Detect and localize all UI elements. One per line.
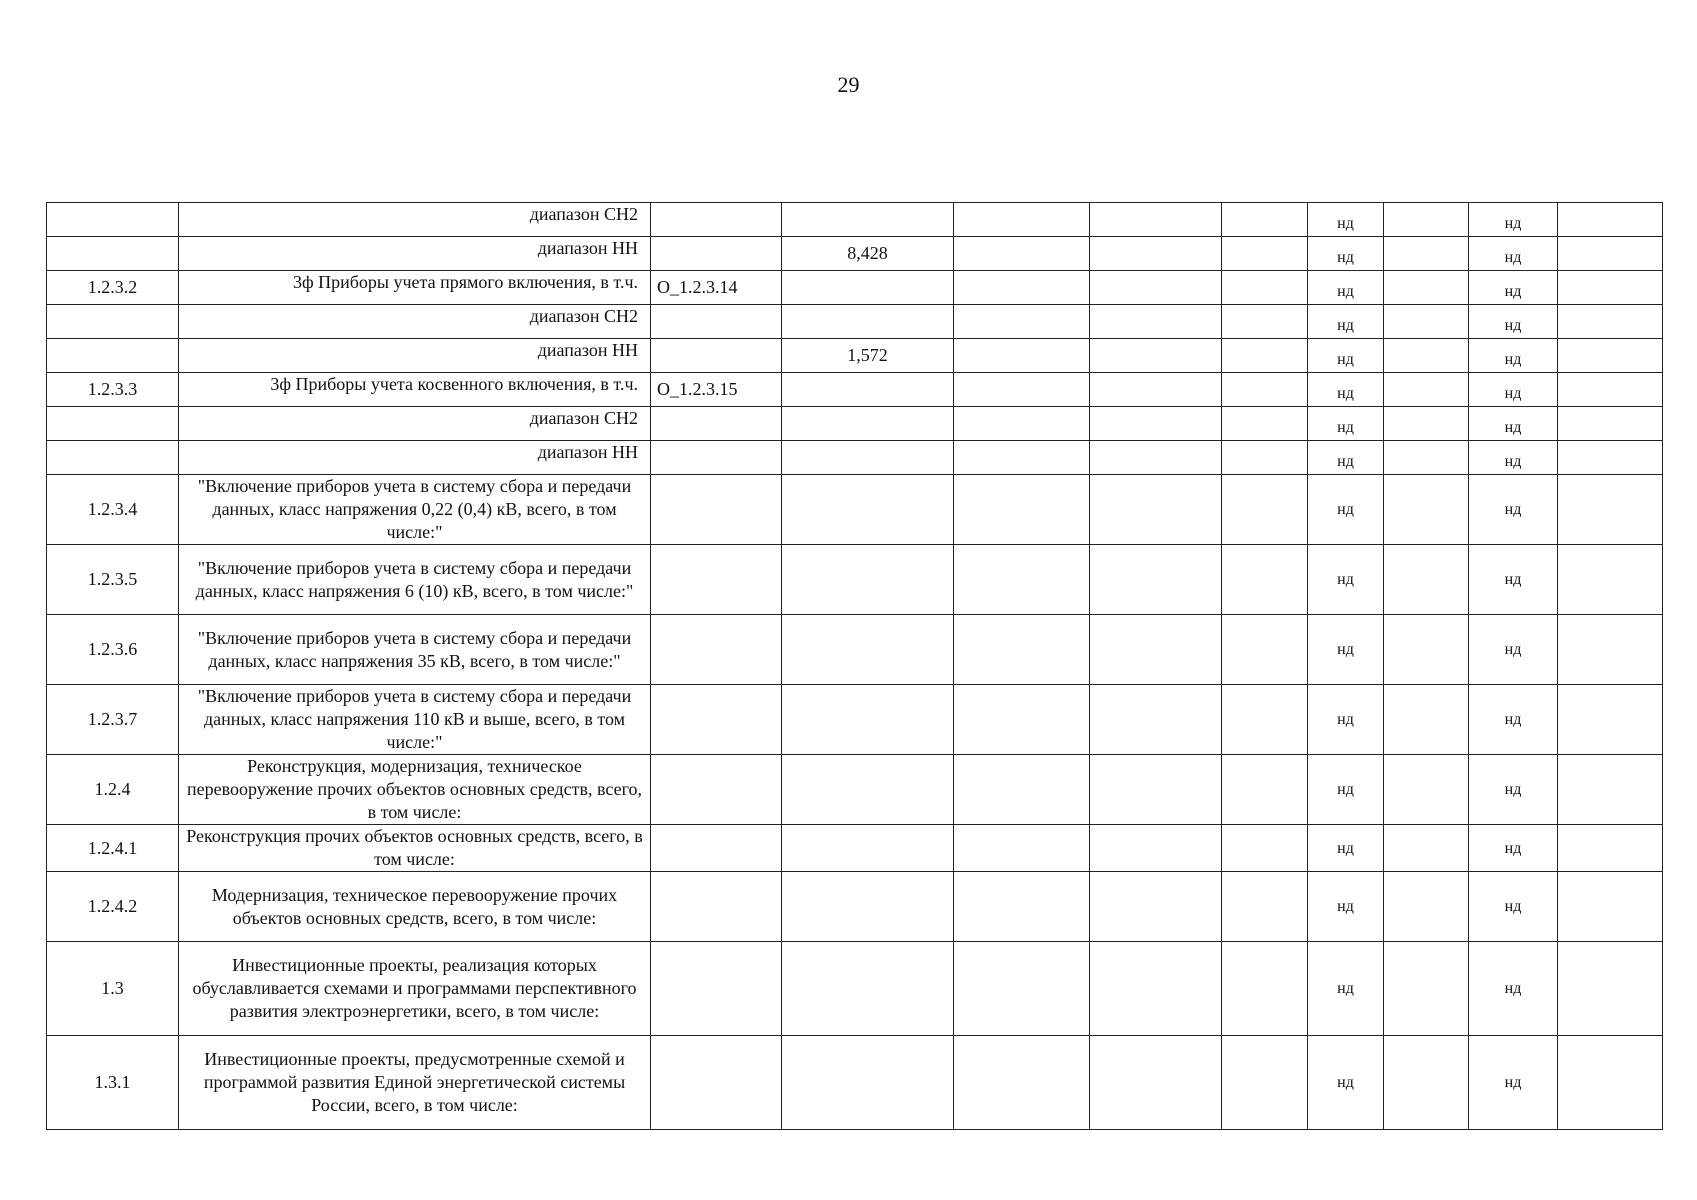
empty-cell xyxy=(954,615,1090,685)
row-value xyxy=(782,305,954,339)
empty-cell xyxy=(1558,305,1663,339)
empty-cell xyxy=(1222,685,1308,755)
row-value xyxy=(782,271,954,305)
empty-cell xyxy=(1222,475,1308,545)
empty-cell xyxy=(1384,475,1469,545)
row-name: Инвестиционные проекты, предусмотренные схемой и программой развития Единой энергетической системы России, всего, в том числе: xyxy=(179,1036,651,1130)
table-row xyxy=(47,407,1663,441)
nd-cell: нд xyxy=(1308,545,1384,615)
row-number xyxy=(47,237,179,271)
nd-cell: нд xyxy=(1308,475,1384,545)
empty-cell xyxy=(1384,271,1469,305)
nd-cell: нд xyxy=(1469,407,1558,441)
nd-cell: нд xyxy=(1469,373,1558,407)
row-value xyxy=(782,1036,954,1130)
empty-cell xyxy=(954,237,1090,271)
empty-cell xyxy=(1384,1036,1469,1130)
empty-cell xyxy=(1558,872,1663,942)
empty-cell xyxy=(1384,339,1469,373)
nd-cell: нд xyxy=(1308,685,1384,755)
empty-cell xyxy=(1090,872,1222,942)
row-value xyxy=(782,685,954,755)
row-value: 8,428 xyxy=(782,237,954,271)
empty-cell xyxy=(954,755,1090,825)
row-value xyxy=(782,373,954,407)
nd-cell: нд xyxy=(1469,441,1558,475)
table-row xyxy=(47,237,1663,271)
row-number xyxy=(47,203,179,237)
nd-cell: нд xyxy=(1469,305,1558,339)
row-code xyxy=(651,305,782,339)
row-name: "Включение приборов учета в систему сбора и передачи данных, класс напряжения 110 кВ и выше, всего, в том числе:" xyxy=(179,685,651,755)
empty-cell xyxy=(1558,685,1663,755)
empty-cell xyxy=(954,407,1090,441)
empty-cell xyxy=(1558,339,1663,373)
empty-cell xyxy=(1558,271,1663,305)
table-row xyxy=(47,755,1663,825)
empty-cell xyxy=(954,872,1090,942)
empty-cell xyxy=(1090,475,1222,545)
empty-cell xyxy=(1384,685,1469,755)
empty-cell xyxy=(1222,237,1308,271)
row-code xyxy=(651,339,782,373)
empty-cell xyxy=(1384,407,1469,441)
empty-cell xyxy=(1222,872,1308,942)
row-name: диапазон СН2 xyxy=(179,305,651,339)
nd-cell: нд xyxy=(1308,441,1384,475)
empty-cell xyxy=(1558,942,1663,1036)
empty-cell xyxy=(1384,203,1469,237)
table-row xyxy=(47,305,1663,339)
row-value xyxy=(782,825,954,872)
empty-cell xyxy=(1384,441,1469,475)
empty-cell xyxy=(1090,237,1222,271)
empty-cell xyxy=(954,441,1090,475)
row-number xyxy=(47,407,179,441)
empty-cell xyxy=(1222,373,1308,407)
row-value xyxy=(782,545,954,615)
table-row xyxy=(47,373,1663,407)
empty-cell xyxy=(1384,373,1469,407)
row-value xyxy=(782,942,954,1036)
row-value: 1,572 xyxy=(782,339,954,373)
nd-cell: нд xyxy=(1308,1036,1384,1130)
empty-cell xyxy=(1558,1036,1663,1130)
row-code xyxy=(651,545,782,615)
row-value xyxy=(782,475,954,545)
empty-cell xyxy=(1222,441,1308,475)
nd-cell: нд xyxy=(1469,872,1558,942)
nd-cell: нд xyxy=(1308,339,1384,373)
row-name: диапазон СН2 xyxy=(179,407,651,441)
nd-cell: нд xyxy=(1469,237,1558,271)
empty-cell xyxy=(1090,441,1222,475)
row-code xyxy=(651,237,782,271)
row-name: диапазон НН xyxy=(179,441,651,475)
empty-cell xyxy=(1222,339,1308,373)
empty-cell xyxy=(954,203,1090,237)
row-code xyxy=(651,203,782,237)
row-name: 3ф Приборы учета косвенного включения, в т.ч. xyxy=(179,373,651,407)
empty-cell xyxy=(1558,407,1663,441)
empty-cell xyxy=(954,475,1090,545)
table-row xyxy=(47,203,1663,237)
nd-cell: нд xyxy=(1469,203,1558,237)
empty-cell xyxy=(1558,441,1663,475)
empty-cell xyxy=(1090,373,1222,407)
empty-cell xyxy=(1384,942,1469,1036)
empty-cell xyxy=(954,373,1090,407)
table-row xyxy=(47,339,1663,373)
nd-cell: нд xyxy=(1469,1036,1558,1130)
row-code xyxy=(651,475,782,545)
row-name: диапазон НН xyxy=(179,237,651,271)
empty-cell xyxy=(1090,545,1222,615)
row-code: O_1.2.3.14 xyxy=(651,271,782,305)
nd-cell: нд xyxy=(1469,271,1558,305)
empty-cell xyxy=(1222,203,1308,237)
nd-cell: нд xyxy=(1469,615,1558,685)
nd-cell: нд xyxy=(1308,942,1384,1036)
table-row xyxy=(47,685,1663,755)
empty-cell xyxy=(954,825,1090,872)
row-code xyxy=(651,872,782,942)
nd-cell: нд xyxy=(1469,755,1558,825)
nd-cell: нд xyxy=(1308,615,1384,685)
row-value xyxy=(782,407,954,441)
row-code xyxy=(651,615,782,685)
row-number: 1.3 xyxy=(47,942,179,1036)
row-name: Реконструкция прочих объектов основных средств, всего, в том числе: xyxy=(179,825,651,872)
empty-cell xyxy=(954,545,1090,615)
empty-cell xyxy=(1090,615,1222,685)
empty-cell xyxy=(1558,755,1663,825)
row-code xyxy=(651,441,782,475)
empty-cell xyxy=(1222,1036,1308,1130)
row-name: Модернизация, техническое перевооружение прочих объектов основных средств, всего, в том числе: xyxy=(179,872,651,942)
nd-cell: нд xyxy=(1308,755,1384,825)
row-code xyxy=(651,1036,782,1130)
empty-cell xyxy=(1384,825,1469,872)
empty-cell xyxy=(1090,942,1222,1036)
row-value xyxy=(782,615,954,685)
row-name: Инвестиционные проекты, реализация которых обуславливается схемами и программами перспективного развития электроэнергетики, всего, в том числе: xyxy=(179,942,651,1036)
data-table xyxy=(46,202,1663,1130)
empty-cell xyxy=(1558,545,1663,615)
nd-cell: нд xyxy=(1469,545,1558,615)
nd-cell: нд xyxy=(1308,407,1384,441)
table-row xyxy=(47,271,1663,305)
empty-cell xyxy=(954,339,1090,373)
table-row xyxy=(47,475,1663,545)
row-code xyxy=(651,755,782,825)
row-number: 1.2.3.4 xyxy=(47,475,179,545)
row-number: 1.2.4.2 xyxy=(47,872,179,942)
nd-cell: нд xyxy=(1469,942,1558,1036)
nd-cell: нд xyxy=(1469,339,1558,373)
empty-cell xyxy=(1222,942,1308,1036)
empty-cell xyxy=(1222,407,1308,441)
row-value xyxy=(782,441,954,475)
empty-cell xyxy=(954,305,1090,339)
row-name: 3ф Приборы учета прямого включения, в т.ч. xyxy=(179,271,651,305)
empty-cell xyxy=(1090,305,1222,339)
empty-cell xyxy=(1384,615,1469,685)
row-number xyxy=(47,441,179,475)
nd-cell: нд xyxy=(1308,373,1384,407)
empty-cell xyxy=(1558,237,1663,271)
empty-cell xyxy=(954,685,1090,755)
empty-cell xyxy=(1222,755,1308,825)
empty-cell xyxy=(954,1036,1090,1130)
row-number: 1.2.3.3 xyxy=(47,373,179,407)
empty-cell xyxy=(1222,615,1308,685)
nd-cell: нд xyxy=(1308,305,1384,339)
empty-cell xyxy=(1090,203,1222,237)
nd-cell: нд xyxy=(1308,271,1384,305)
row-code xyxy=(651,407,782,441)
empty-cell xyxy=(1384,872,1469,942)
row-code xyxy=(651,685,782,755)
row-number: 1.2.4 xyxy=(47,755,179,825)
row-number: 1.2.3.7 xyxy=(47,685,179,755)
empty-cell xyxy=(1558,615,1663,685)
row-number xyxy=(47,339,179,373)
table-row xyxy=(47,545,1663,615)
nd-cell: нд xyxy=(1469,685,1558,755)
row-name: "Включение приборов учета в систему сбора и передачи данных, класс напряжения 6 (10) кВ, всего, в том числе:" xyxy=(179,545,651,615)
row-code xyxy=(651,825,782,872)
row-name: Реконструкция, модернизация, техническое перевооружение прочих объектов основных средств, всего, в том числе: xyxy=(179,755,651,825)
table-row xyxy=(47,872,1663,942)
empty-cell xyxy=(1384,305,1469,339)
empty-cell xyxy=(1558,475,1663,545)
empty-cell xyxy=(1090,407,1222,441)
table-row xyxy=(47,1036,1663,1130)
nd-cell: нд xyxy=(1308,872,1384,942)
row-number xyxy=(47,305,179,339)
table-row xyxy=(47,441,1663,475)
empty-cell xyxy=(1090,339,1222,373)
empty-cell xyxy=(1558,203,1663,237)
row-name: диапазон СН2 xyxy=(179,203,651,237)
empty-cell xyxy=(954,942,1090,1036)
empty-cell xyxy=(1384,237,1469,271)
nd-cell: нд xyxy=(1308,203,1384,237)
row-number: 1.2.3.6 xyxy=(47,615,179,685)
table-row xyxy=(47,942,1663,1036)
empty-cell xyxy=(1384,755,1469,825)
row-value xyxy=(782,203,954,237)
empty-cell xyxy=(1384,545,1469,615)
row-value xyxy=(782,872,954,942)
nd-cell: нд xyxy=(1469,825,1558,872)
nd-cell: нд xyxy=(1308,825,1384,872)
row-code xyxy=(651,942,782,1036)
row-name: "Включение приборов учета в систему сбора и передачи данных, класс напряжения 35 кВ, всего, в том числе:" xyxy=(179,615,651,685)
empty-cell xyxy=(1222,271,1308,305)
row-number: 1.3.1 xyxy=(47,1036,179,1130)
empty-cell xyxy=(1090,1036,1222,1130)
empty-cell xyxy=(1090,271,1222,305)
empty-cell xyxy=(1558,825,1663,872)
nd-cell: нд xyxy=(1469,475,1558,545)
empty-cell xyxy=(954,271,1090,305)
row-number: 1.2.4.1 xyxy=(47,825,179,872)
empty-cell xyxy=(1558,373,1663,407)
row-name: диапазон НН xyxy=(179,339,651,373)
row-number: 1.2.3.2 xyxy=(47,271,179,305)
row-number: 1.2.3.5 xyxy=(47,545,179,615)
empty-cell xyxy=(1090,755,1222,825)
nd-cell: нд xyxy=(1308,237,1384,271)
empty-cell xyxy=(1222,825,1308,872)
empty-cell xyxy=(1090,825,1222,872)
table-row xyxy=(47,615,1663,685)
empty-cell xyxy=(1090,685,1222,755)
table-row xyxy=(47,825,1663,872)
row-value xyxy=(782,755,954,825)
row-code: O_1.2.3.15 xyxy=(651,373,782,407)
page-number: 29 xyxy=(837,72,860,97)
empty-cell xyxy=(1222,305,1308,339)
row-name: "Включение приборов учета в систему сбора и передачи данных, класс напряжения 0,22 (0,4) кВ, всего, в том числе:" xyxy=(179,475,651,545)
empty-cell xyxy=(1222,545,1308,615)
